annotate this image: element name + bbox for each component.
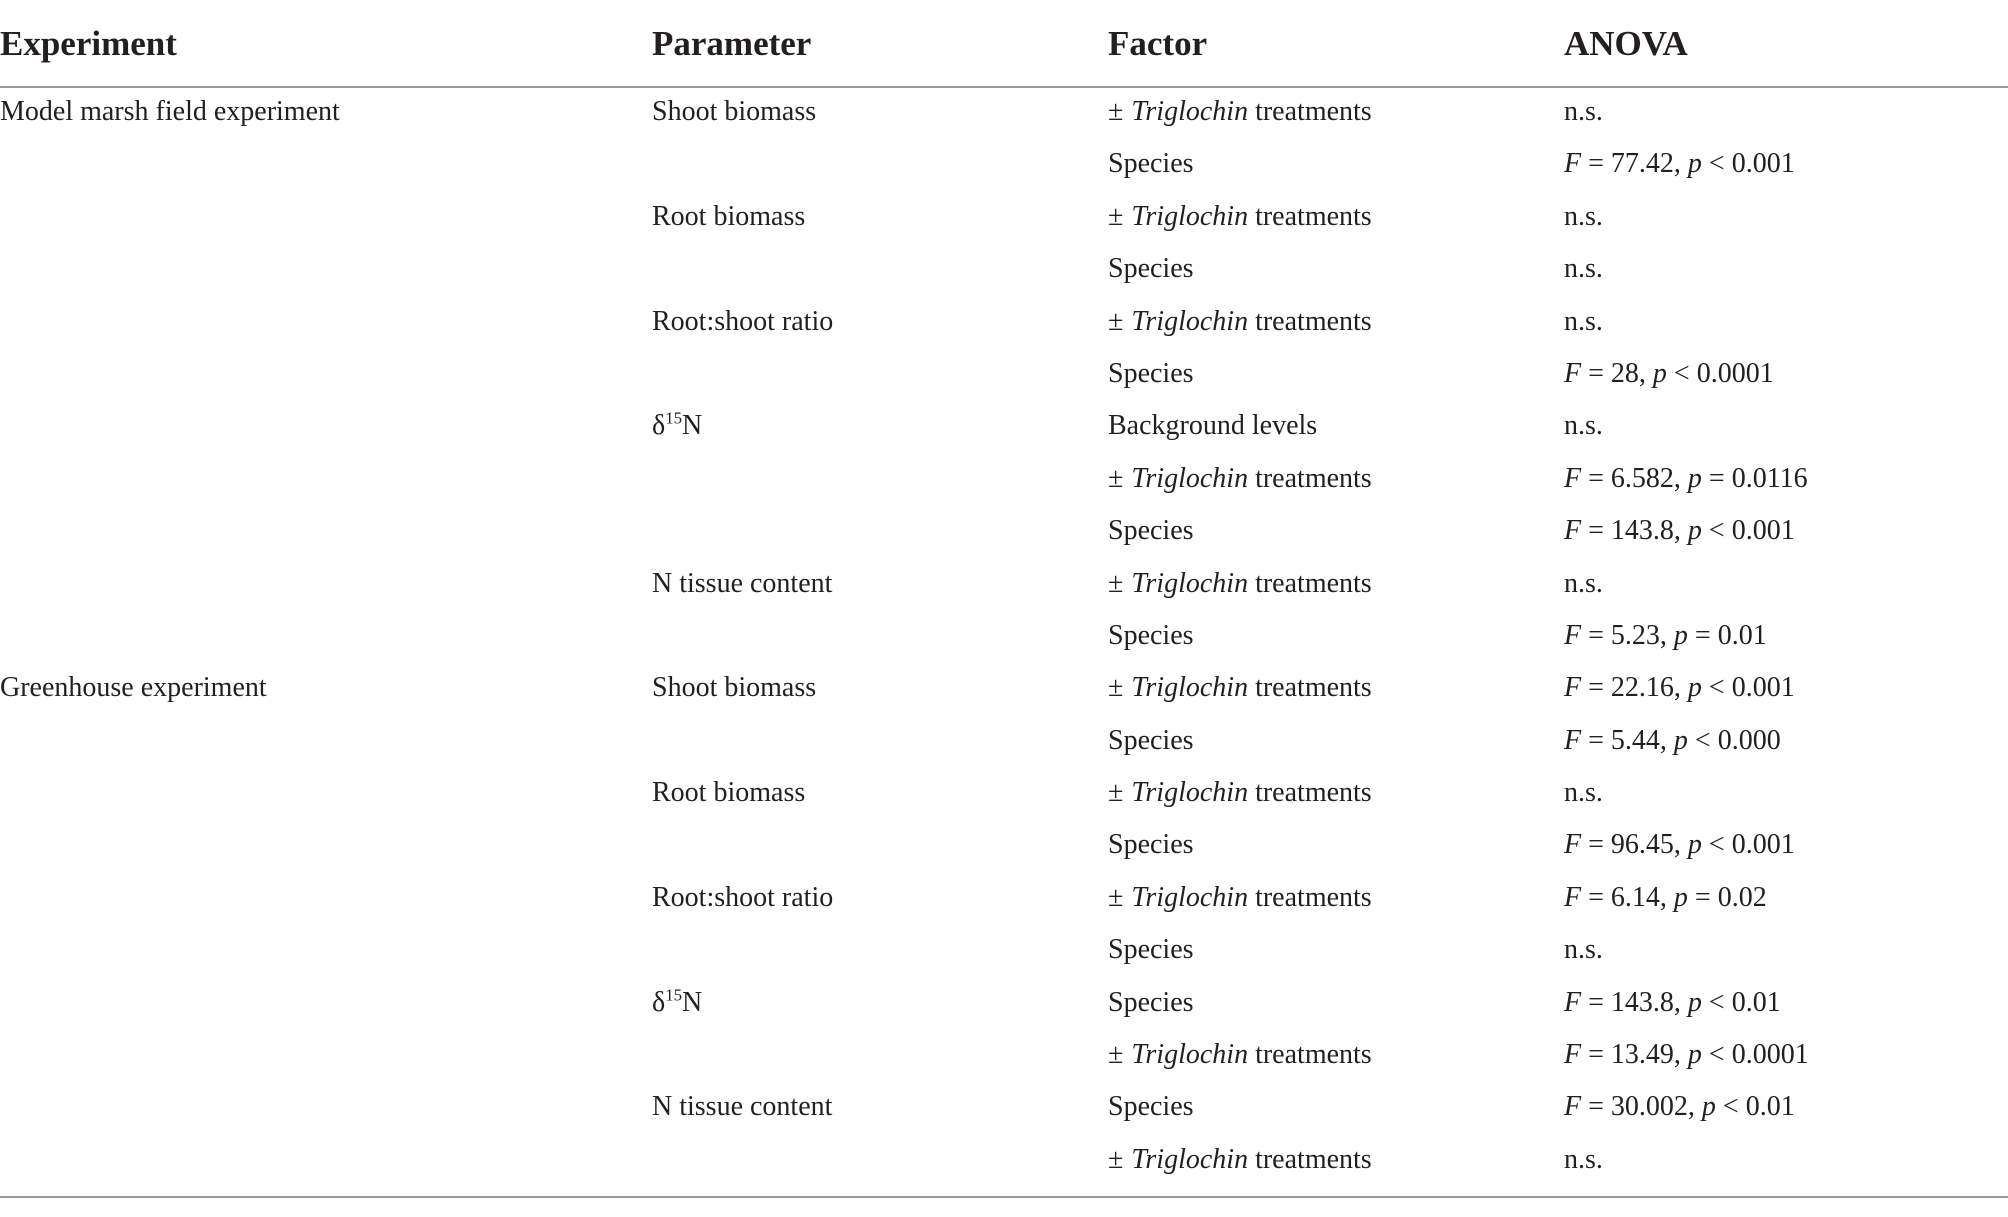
factor-text: Species bbox=[1108, 1091, 1194, 1123]
f-value: = 6.582, bbox=[1581, 462, 1688, 494]
species-name: Triglochin bbox=[1131, 305, 1249, 337]
plus-minus-symbol: ± bbox=[1108, 305, 1124, 337]
p-symbol: p bbox=[1652, 357, 1667, 389]
table-row bbox=[0, 193, 2008, 245]
table-row bbox=[0, 245, 2008, 297]
not-significant: n.s. bbox=[1564, 305, 1603, 337]
plus-minus-symbol: ± bbox=[1108, 1039, 1124, 1071]
plus-minus-symbol: ± bbox=[1108, 672, 1124, 704]
factor-cell bbox=[1108, 251, 1194, 287]
table-row bbox=[0, 350, 2008, 402]
f-value: = 143.8, bbox=[1581, 986, 1688, 1018]
factor-text: Species bbox=[1108, 515, 1194, 547]
plus-minus-symbol: ± bbox=[1108, 777, 1124, 809]
factor-text: treatments bbox=[1248, 305, 1372, 337]
p-symbol: p bbox=[1687, 829, 1702, 861]
factor-cell bbox=[1108, 618, 1194, 654]
table-row bbox=[0, 1031, 2008, 1083]
p-symbol: p bbox=[1687, 462, 1702, 494]
not-significant: n.s. bbox=[1564, 777, 1603, 809]
p-symbol: p bbox=[1687, 1039, 1702, 1071]
not-significant: n.s. bbox=[1564, 200, 1603, 232]
isotope-mass: 15 bbox=[665, 985, 682, 1005]
parameter-cell: Root:shoot ratio bbox=[652, 305, 834, 337]
factor-text: treatments bbox=[1248, 777, 1372, 809]
p-symbol: p bbox=[1673, 724, 1688, 756]
table-bottom-rule bbox=[0, 1196, 2008, 1198]
factor-text: treatments bbox=[1248, 567, 1372, 599]
anova-cell bbox=[1564, 513, 1795, 549]
species-name: Triglochin bbox=[1131, 881, 1249, 913]
table-row bbox=[0, 664, 2008, 716]
not-significant: n.s. bbox=[1564, 410, 1603, 442]
table-body bbox=[0, 88, 2008, 1188]
plus-minus-symbol: ± bbox=[1108, 96, 1124, 127]
factor-text: treatments bbox=[1248, 1039, 1372, 1071]
p-symbol: p bbox=[1687, 148, 1702, 180]
p-symbol: p bbox=[1687, 986, 1702, 1018]
factor-text: treatments bbox=[1248, 200, 1372, 232]
parameter-cell bbox=[652, 985, 702, 1021]
not-significant: n.s. bbox=[1564, 1143, 1603, 1175]
experiment-cell: Greenhouse experiment bbox=[0, 672, 267, 704]
parameter-cell: N tissue content bbox=[652, 1091, 833, 1123]
anova-cell bbox=[1564, 932, 1603, 968]
factor-cell bbox=[1108, 723, 1194, 759]
species-name: Triglochin bbox=[1131, 777, 1249, 809]
p-value: = 0.02 bbox=[1687, 881, 1767, 913]
element-symbol: N bbox=[681, 986, 703, 1018]
p-value: < 0.01 bbox=[1715, 1091, 1795, 1123]
anova-cell bbox=[1564, 670, 1795, 706]
parameter-cell bbox=[652, 408, 702, 444]
factor-cell bbox=[1108, 985, 1194, 1021]
p-symbol: p bbox=[1673, 881, 1688, 913]
not-significant: n.s. bbox=[1564, 567, 1603, 599]
parameter-cell: Root biomass bbox=[652, 777, 806, 809]
factor-text: Species bbox=[1108, 829, 1194, 861]
table-row bbox=[0, 88, 2008, 140]
f-statistic-symbol: F bbox=[1564, 619, 1582, 651]
p-symbol: p bbox=[1687, 672, 1702, 704]
table-row bbox=[0, 926, 2008, 978]
table-row bbox=[0, 507, 2008, 559]
table-row bbox=[0, 717, 2008, 769]
f-statistic-symbol: F bbox=[1564, 724, 1582, 756]
table-row bbox=[0, 140, 2008, 192]
anova-cell bbox=[1564, 827, 1795, 863]
f-statistic-symbol: F bbox=[1564, 986, 1582, 1018]
not-significant: n.s. bbox=[1564, 96, 1603, 127]
species-name: Triglochin bbox=[1131, 567, 1249, 599]
p-value: < 0.000 bbox=[1687, 724, 1781, 756]
table-row bbox=[0, 612, 2008, 664]
table-row bbox=[0, 821, 2008, 873]
header-factor: Factor bbox=[1108, 24, 1208, 63]
anova-cell bbox=[1564, 304, 1603, 340]
factor-cell bbox=[1108, 827, 1194, 863]
factor-text: Species bbox=[1108, 148, 1194, 180]
f-statistic-symbol: F bbox=[1564, 515, 1582, 547]
f-value: = 96.45, bbox=[1581, 829, 1688, 861]
table-row bbox=[0, 1136, 2008, 1188]
factor-text: treatments bbox=[1248, 881, 1372, 913]
anova-cell bbox=[1564, 251, 1603, 287]
factor-cell bbox=[1108, 880, 1372, 916]
parameter-cell: Shoot biomass bbox=[652, 96, 817, 127]
plus-minus-symbol: ± bbox=[1108, 200, 1124, 232]
f-value: = 143.8, bbox=[1581, 515, 1688, 547]
factor-cell bbox=[1108, 1037, 1372, 1073]
p-symbol: p bbox=[1687, 515, 1702, 547]
factor-text: treatments bbox=[1248, 96, 1372, 127]
anova-cell bbox=[1564, 1037, 1809, 1073]
not-significant: n.s. bbox=[1564, 253, 1603, 285]
factor-text: Background levels bbox=[1108, 410, 1318, 442]
p-value: < 0.001 bbox=[1701, 148, 1795, 180]
factor-cell bbox=[1108, 199, 1372, 235]
factor-text: Species bbox=[1108, 253, 1194, 285]
anova-cell bbox=[1564, 461, 1808, 497]
species-name: Triglochin bbox=[1131, 462, 1249, 494]
factor-text: treatments bbox=[1248, 672, 1372, 704]
plus-minus-symbol: ± bbox=[1108, 462, 1124, 494]
f-statistic-symbol: F bbox=[1564, 1091, 1582, 1123]
f-value: = 28, bbox=[1581, 357, 1653, 389]
species-name: Triglochin bbox=[1131, 672, 1249, 704]
anova-cell bbox=[1564, 94, 1603, 130]
factor-text: Species bbox=[1108, 357, 1194, 389]
p-symbol: p bbox=[1673, 619, 1688, 651]
species-name: Triglochin bbox=[1131, 96, 1249, 127]
factor-cell bbox=[1108, 513, 1194, 549]
anova-cell bbox=[1564, 1089, 1795, 1125]
experiment-cell: Model marsh field experiment bbox=[0, 96, 340, 127]
p-value: < 0.001 bbox=[1701, 672, 1795, 704]
p-value: = 0.01 bbox=[1687, 619, 1767, 651]
factor-cell bbox=[1108, 566, 1372, 602]
anova-cell bbox=[1564, 566, 1603, 602]
factor-cell bbox=[1108, 146, 1194, 182]
factor-text: treatments bbox=[1248, 1143, 1372, 1175]
factor-cell bbox=[1108, 408, 1317, 444]
table-row bbox=[0, 560, 2008, 612]
factor-text: treatments bbox=[1248, 462, 1372, 494]
f-value: = 22.16, bbox=[1581, 672, 1688, 704]
anova-cell bbox=[1564, 356, 1774, 392]
anova-cell bbox=[1564, 723, 1781, 759]
anova-cell bbox=[1564, 618, 1767, 654]
parameter-cell: Root biomass bbox=[652, 200, 806, 232]
table-row bbox=[0, 455, 2008, 507]
p-value: < 0.0001 bbox=[1701, 1039, 1809, 1071]
factor-cell bbox=[1108, 94, 1372, 130]
table-row bbox=[0, 874, 2008, 926]
factor-text: Species bbox=[1108, 986, 1194, 1018]
parameter-cell: Shoot biomass bbox=[652, 672, 817, 704]
f-statistic-symbol: F bbox=[1564, 462, 1582, 494]
factor-cell bbox=[1108, 670, 1372, 706]
p-value: < 0.001 bbox=[1701, 829, 1795, 861]
plus-minus-symbol: ± bbox=[1108, 1143, 1124, 1175]
anova-cell bbox=[1564, 775, 1603, 811]
f-statistic-symbol: F bbox=[1564, 672, 1582, 704]
factor-cell bbox=[1108, 775, 1372, 811]
not-significant: n.s. bbox=[1564, 934, 1603, 966]
factor-cell bbox=[1108, 304, 1372, 340]
f-value: = 77.42, bbox=[1581, 148, 1688, 180]
f-value: = 5.23, bbox=[1581, 619, 1674, 651]
factor-cell bbox=[1108, 356, 1194, 392]
anova-cell bbox=[1564, 985, 1781, 1021]
factor-cell bbox=[1108, 1142, 1372, 1178]
f-statistic-symbol: F bbox=[1564, 881, 1582, 913]
factor-text: Species bbox=[1108, 724, 1194, 756]
p-symbol: p bbox=[1701, 1091, 1716, 1123]
species-name: Triglochin bbox=[1131, 200, 1249, 232]
anova-cell bbox=[1564, 146, 1795, 182]
anova-cell bbox=[1564, 880, 1767, 916]
plus-minus-symbol: ± bbox=[1108, 881, 1124, 913]
p-value: < 0.001 bbox=[1701, 515, 1795, 547]
f-statistic-symbol: F bbox=[1564, 829, 1582, 861]
anova-cell bbox=[1564, 199, 1603, 235]
factor-cell bbox=[1108, 461, 1372, 497]
f-value: = 30.002, bbox=[1581, 1091, 1702, 1123]
p-value: = 0.0116 bbox=[1701, 462, 1808, 494]
parameter-cell: Root:shoot ratio bbox=[652, 881, 834, 913]
table-row bbox=[0, 769, 2008, 821]
table-header bbox=[0, 0, 2008, 88]
table-row bbox=[0, 402, 2008, 454]
f-statistic-symbol: F bbox=[1564, 1039, 1582, 1071]
f-statistic-symbol: F bbox=[1564, 148, 1582, 180]
table-row bbox=[0, 298, 2008, 350]
factor-cell bbox=[1108, 932, 1194, 968]
p-value: < 0.0001 bbox=[1666, 357, 1774, 389]
table-row bbox=[0, 979, 2008, 1031]
isotope-mass: 15 bbox=[665, 409, 682, 429]
header-experiment: Experiment bbox=[0, 24, 177, 63]
anova-cell bbox=[1564, 1142, 1603, 1178]
anova-cell bbox=[1564, 408, 1603, 444]
delta-symbol: δ bbox=[652, 986, 666, 1018]
f-value: = 6.14, bbox=[1581, 881, 1674, 913]
factor-cell bbox=[1108, 1089, 1194, 1125]
parameter-cell: N tissue content bbox=[652, 567, 833, 599]
table-row bbox=[0, 1083, 2008, 1135]
factor-text: Species bbox=[1108, 934, 1194, 966]
f-value: = 5.44, bbox=[1581, 724, 1674, 756]
f-value: = 13.49, bbox=[1581, 1039, 1688, 1071]
f-statistic-symbol: F bbox=[1564, 357, 1582, 389]
delta-symbol: δ bbox=[652, 410, 666, 442]
p-value: < 0.01 bbox=[1701, 986, 1781, 1018]
plus-minus-symbol: ± bbox=[1108, 567, 1124, 599]
header-anova: ANOVA bbox=[1564, 24, 1688, 63]
species-name: Triglochin bbox=[1131, 1143, 1249, 1175]
species-name: Triglochin bbox=[1131, 1039, 1249, 1071]
header-parameter: Parameter bbox=[652, 24, 812, 63]
factor-text: Species bbox=[1108, 619, 1194, 651]
element-symbol: N bbox=[681, 410, 703, 442]
